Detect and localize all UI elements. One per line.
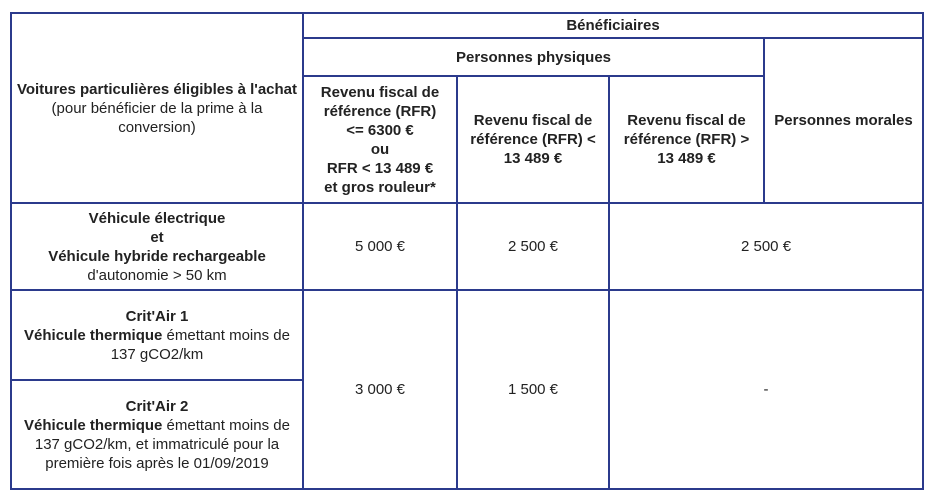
vehicle-column-subtitle: (pour bénéficier de la prime à la conversion) — [51, 99, 263, 136]
electric-line4: d'autonomie > 50 km — [87, 266, 227, 284]
rfr-mid-header: Revenu fiscal de référence (RFR) < 13 489 € — [457, 76, 609, 203]
rfr-high-header: Revenu fiscal de référence (RFR) > 13 489 € — [609, 76, 764, 203]
electric-value-low: 5 000 € — [303, 203, 457, 290]
electric-value-high-morales: 2 500 € — [609, 203, 923, 290]
critair2-description — [16, 416, 298, 473]
thermal-value-mid: 1 500 € — [457, 290, 609, 489]
personnes-morales-header: Personnes morales — [764, 38, 923, 203]
beneficiaires-header: Bénéficiaires — [303, 13, 923, 38]
rfr-low-header — [303, 76, 457, 203]
rfr-low-line5: et gros rouleur* — [324, 178, 436, 196]
critair2-cell — [11, 380, 303, 489]
vehicle-column-header — [11, 13, 303, 203]
electric-line2: et — [150, 228, 164, 246]
critair1-cell — [11, 290, 303, 380]
rfr-low-line3: ou — [370, 140, 390, 158]
electric-vehicle-cell — [11, 203, 303, 290]
electric-line1: Véhicule électrique — [88, 209, 226, 227]
rfr-low-line2: <= 6300 € — [346, 121, 414, 139]
electric-line3: Véhicule hybride rechargeable — [48, 247, 266, 265]
rfr-low-line1: Revenu fiscal de référence (RFR) — [320, 83, 440, 120]
thermal-value-high-morales: - — [609, 290, 923, 489]
critair1-rest: émettant moins de 137 gCO2/km — [110, 326, 290, 363]
eligibility-table — [10, 12, 924, 490]
critair2-title: Crit'Air 2 — [125, 397, 189, 415]
critair1-bold: Véhicule thermique — [24, 326, 163, 344]
critair2-rest: émettant moins de 137 gCO2/km, et immatriculé pour la première fois après le 01/09/2019 — [34, 416, 290, 472]
critair1-description — [16, 326, 298, 364]
personnes-physiques-header: Personnes physiques — [303, 38, 764, 76]
vehicle-column-title: Voitures particulières éligibles à l'achat — [16, 80, 298, 98]
critair1-title: Crit'Air 1 — [125, 307, 189, 325]
thermal-value-low: 3 000 € — [303, 290, 457, 489]
electric-value-mid: 2 500 € — [457, 203, 609, 290]
critair2-bold: Véhicule thermique — [24, 416, 163, 434]
rfr-low-line4: RFR < 13 489 € — [326, 159, 434, 177]
